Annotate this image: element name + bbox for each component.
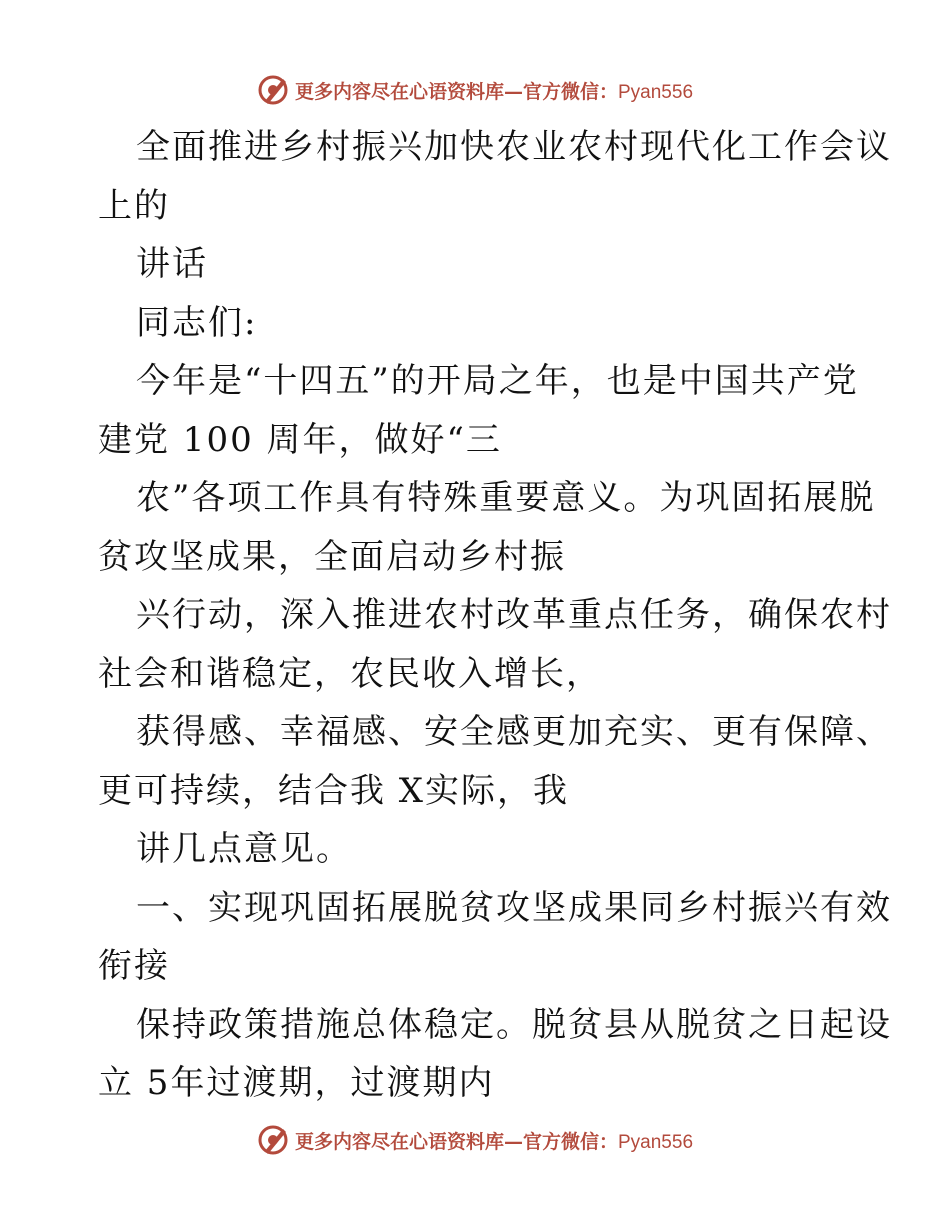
doc-line: 获得感、幸福感、安全感更加充实、更有保障、: [136, 712, 892, 752]
watermark-account: Pyan556: [618, 1131, 694, 1153]
doc-line: 兴行动，深入推进农村改革重点任务，确保农村: [136, 595, 892, 635]
doc-line: 上的: [98, 185, 170, 226]
watermark-account: Pyan556: [618, 81, 694, 103]
document-body: [98, 118, 892, 1113]
doc-line: 贫攻坚成果，全面启动乡村振: [98, 536, 566, 577]
doc-line: 保持政策措施总体稳定。脱贫县从脱贫之日起设: [136, 1004, 892, 1045]
pen-logo-icon: [257, 1123, 291, 1157]
doc-line: 讲话: [136, 244, 208, 284]
doc-line: 一、实现巩固拓展脱贫攻坚成果同乡村振兴有效: [136, 887, 892, 928]
doc-line: 农”各项工作具有特殊重要意义。为巩固拓展脱: [136, 478, 876, 518]
header-watermark: [0, 70, 950, 110]
doc-line: 建党 100 周年，做好“三: [98, 419, 502, 460]
doc-line: 今年是“十四五”的开局之年，也是中国共产党: [136, 361, 859, 401]
doc-line: 同志们:: [136, 302, 258, 343]
doc-line: 全面推进乡村振兴加快农业农村现代化工作会议: [136, 127, 892, 167]
watermark-text: 更多内容尽在心语资料库—官方微信：Pyan556: [294, 1130, 694, 1153]
doc-line: 更可持续，结合我 X实际，我: [98, 770, 570, 811]
pen-logo-icon: [257, 73, 291, 107]
doc-line: 讲几点意见。: [136, 829, 352, 869]
watermark-text: 更多内容尽在心语资料库—官方微信：Pyan556: [294, 80, 694, 103]
doc-line: 立 5年过渡期，过渡期内: [98, 1063, 495, 1103]
doc-line: 衔接: [98, 946, 170, 986]
footer-watermark: [0, 1120, 950, 1160]
doc-line: 社会和谐稳定，农民收入增长，: [98, 653, 602, 694]
